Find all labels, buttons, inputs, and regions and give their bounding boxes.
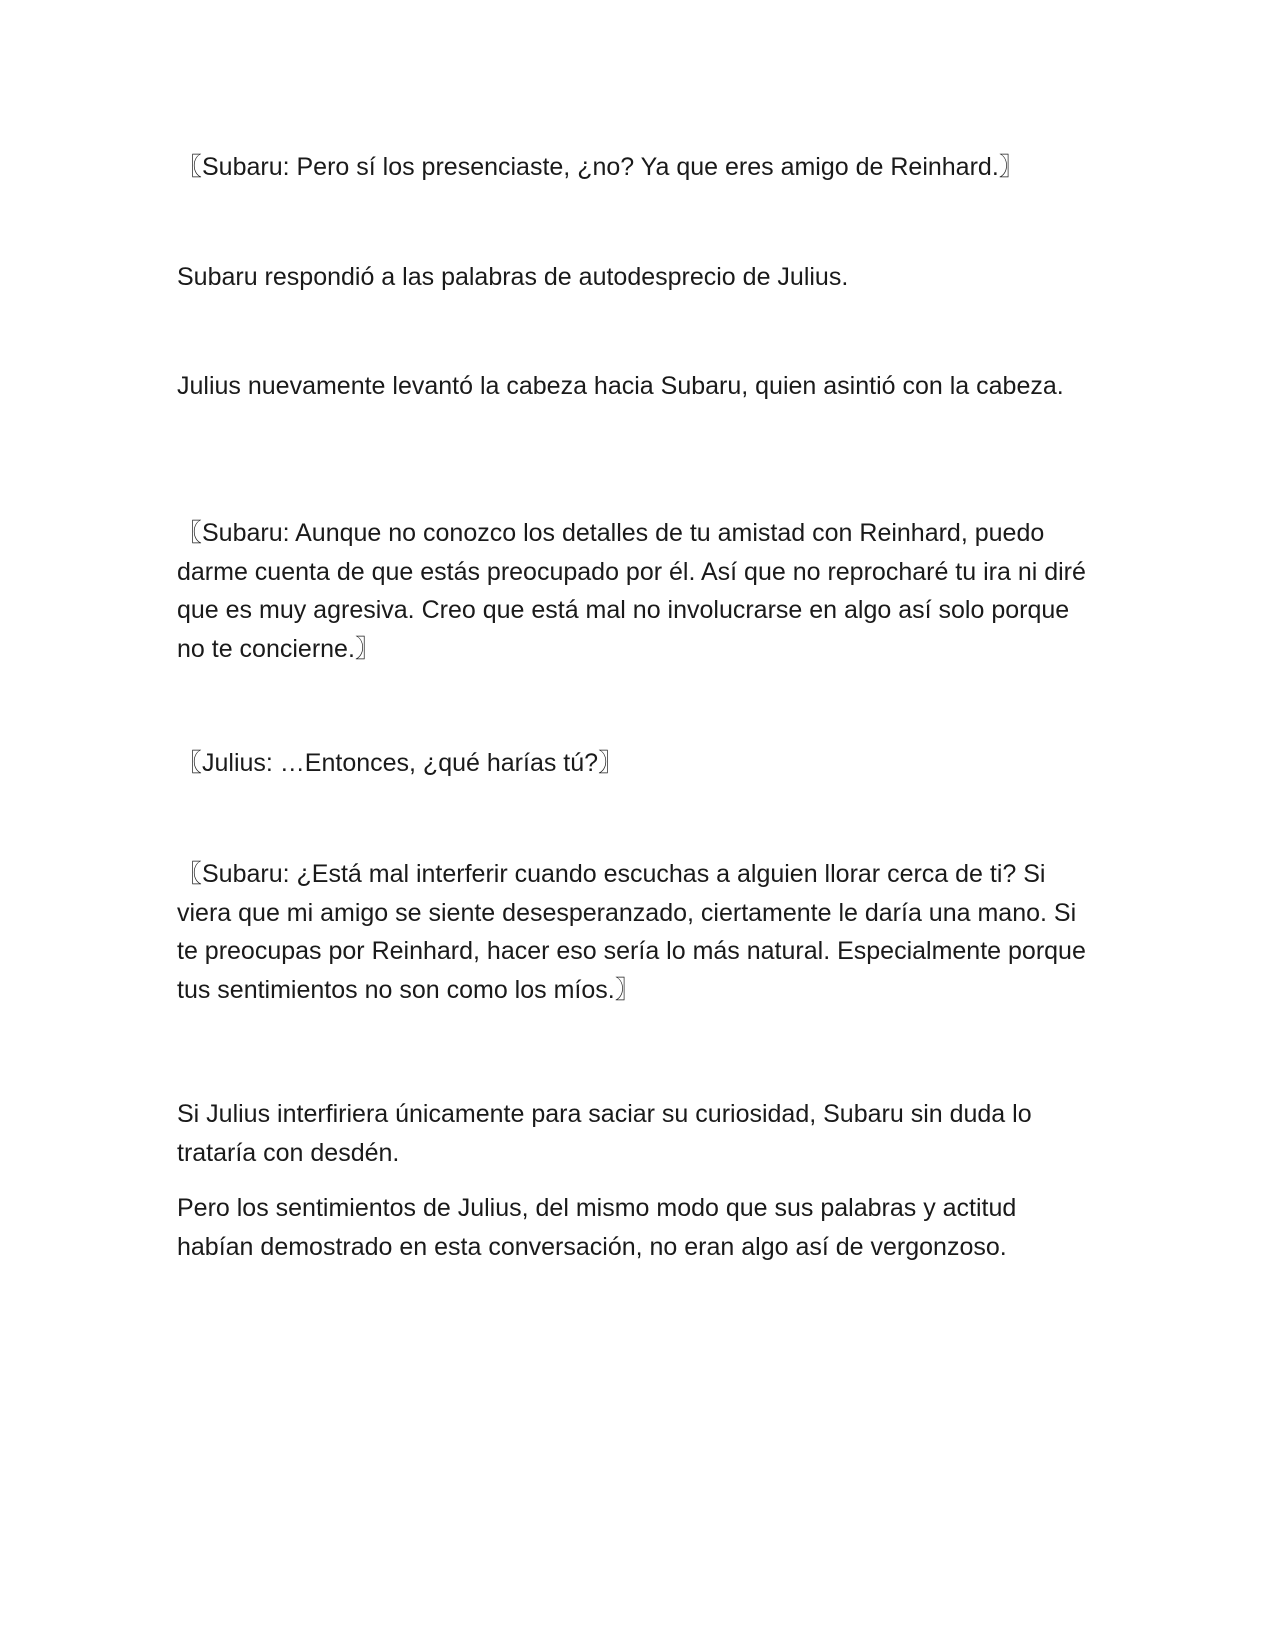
dialogue-julius-1: 〖Julius: …Entonces, ¿qué harías tú?〗 xyxy=(177,749,624,777)
narration-curiosity: Si Julius interfiriera únicamente para saciar su curiosidad, Subaru sin duda lo trataría con desdén. xyxy=(177,1100,1032,1167)
narration-julius-looks-up: Julius nuevamente levantó la cabeza hacia Subaru, quien asintió con la cabeza. xyxy=(177,372,1064,400)
narration-feelings: Pero los sentimientos de Julius, del mismo modo que sus palabras y actitud habían demostrado en esta conversación, no eran algo así de vergonzoso. xyxy=(177,1194,1017,1261)
narration-subaru-response: Subaru respondió a las palabras de autodesprecio de Julius. xyxy=(177,263,849,291)
dialogue-subaru-1: 〖Subaru: Pero sí los presenciaste, ¿no? Ya que eres amigo de Reinhard.〗 xyxy=(177,153,1024,181)
dialogue-subaru-2: 〖Subaru: Aunque no conozco los detalles de tu amistad con Reinhard, puedo darme cuenta de que estás preocupado por él. Así que no reprocharé tu ira ni diré que es muy agresiva. Creo que está mal no involucrarse en algo así solo porque no te concierne.〗 xyxy=(177,519,1086,663)
dialogue-subaru-3: 〖Subaru: ¿Está mal interferir cuando escuchas a alguien llorar cerca de ti? Si viera que mi amigo se siente desesperanzado, ciertamente le daría una mano. Si te preocupas por Reinhard, hacer eso sería lo más natural. Especialmente porque tus sentimientos no son como los míos.〗 xyxy=(177,860,1086,1004)
